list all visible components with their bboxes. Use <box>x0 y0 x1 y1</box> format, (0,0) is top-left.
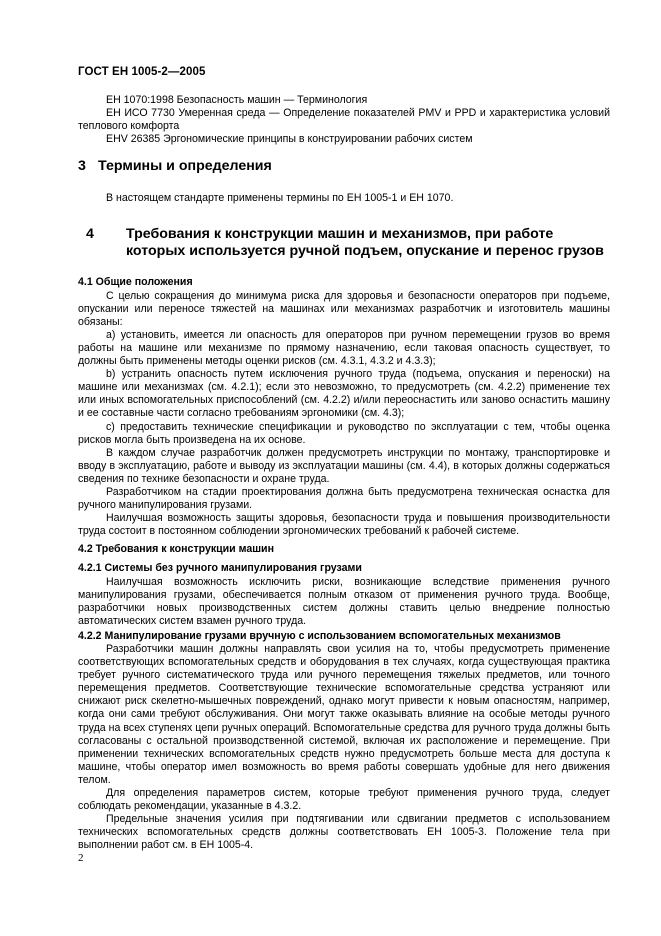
list-item-c: c) предоставить технические спецификации и руководство по эксплуатации с тем, чтобы оценка рисков могла быть произведена на их основе. <box>78 420 610 446</box>
paragraph: Разработчики машин должны направлять свои усилия на то, чтобы предусмотреть применение соответствующих вспомогательных средств и оборудования в тех случаях, когда существующая практика требует ручного систематического труда или ручного перемещения тяжелых предметов, или точного перемещения предметов. Соответствующие технические вспомогательные средства устраняют или снижают риск скелетно-мышечных повреждений, однако могут привести к новым опасностям, например, когда они сами требуют обслуживания. Они могут также оказывать влияние на особые методы ручного труда на всех ступенях цепи ручных операций. Вспомогательные средства для ручного труда должны быть согласованы с остальной производственной системой, включая их расположение и перемещение. При применении технических вспомогательных средств нужно предусмотреть больше места для доступа к машине, чтобы оператор имел возможность во время работы совершать удобные для него движения телом. <box>78 643 610 786</box>
subsection-4-1-heading: 4.1 Общие положения <box>78 276 193 289</box>
section-number: 3 <box>78 158 86 175</box>
section-number: 4 <box>86 226 94 243</box>
paragraph: Наилучшая возможность защиты здоровья, безопасности труда и повышения производительности труда состоит в постоянном соблюдении эргономических требований к рабочей системе. <box>78 512 610 538</box>
list-item-b: b) устранить опасность путем исключения ручного труда (подъема, опускания и переноски) на машине или механизмах (см. 4.2.1); если это невозможно, то предусмотреть (см. 4.2.2) применение тех или иных вспомогательных приспособлений (см. 4.2.2) и/или переоснастить или заново оснастить машину и ее составные части согласно требованиям эргономики (см. 4.3); <box>78 368 610 420</box>
paragraph: Разработчиком на стадии проектирования должна быть предусмотрена техническая оснастка для ручного манипулирования грузами. <box>78 485 610 512</box>
section-3-text: В настоящем стандарте применены термины по ЕН 1005-1 и ЕН 1070. <box>106 192 454 205</box>
paragraph: Предельные значения усилия при подтягивании или сдвигании предметов с использованием технических вспомогательных средств должны соответствовать ЕН 1005-3. Положение тела при выполнении работ см. в ЕН 1005-4. <box>78 813 610 852</box>
subsection-4-2-2-heading: 4.2.2 Манипулирование грузами вручную с использованием вспомогательных механизмов <box>78 629 561 642</box>
reference-item: ЕН ИСО 7730 Умеренная среда — Определение показателей PMV и PPD и характеристика условий теплового комфорта <box>78 107 610 133</box>
section-title: Термины и определения <box>98 158 272 175</box>
paragraph: Для определения параметров систем, которые требуют применения ручного труда, следует соблюдать рекомендации, указанные в 4.3.2. <box>78 787 610 813</box>
paragraph: С целью сокращения до минимума риска для здоровья и безопасности операторов при подъеме, опускании или переносе тяжестей на машинах или механизмах разработчик и изготовитель машины обязаны: <box>78 289 610 328</box>
section-title: Требования к конструкции машин и механизмов, при работе которых используется ручной подъем, опускание и перенос грузов <box>126 226 604 260</box>
subsection-4-2-heading: 4.2 Требования к конструкции машин <box>78 543 274 556</box>
section-3-heading <box>78 158 610 175</box>
page-number: 2 <box>78 852 84 864</box>
page-body <box>78 94 610 853</box>
document-header: ГОСТ ЕН 1005-2—2005 <box>78 66 206 78</box>
list-item-a: a) установить, имеется ли опасность для операторов при ручном перемещении грузов во время работы на машине или механизме по прямому назначению, если таковая опасность существует, то должны быть применены методы оценки рисков (см. 4.3.1, 4.3.2 и 4.3.3); <box>78 328 610 368</box>
reference-item: ЕН 1070:1998 Безопасность машин — Терминология <box>106 94 368 106</box>
paragraph: В каждом случае разработчик должен предусмотреть инструкции по монтажу, транспортировке и вводу в эксплуатацию, работе и выводу из эксплуатации машины (см. 4.4), в которых должны содержаться сведения по технике безопасности и охране труда. <box>78 446 610 485</box>
subsection-4-2-1-heading: 4.2.1 Системы без ручного манипулирования грузами <box>78 562 362 575</box>
reference-item: ЕНV 26385 Эргономические принципы в конструировании рабочих систем <box>106 133 473 146</box>
section-4-heading <box>78 226 610 260</box>
paragraph: Наилучшая возможность исключить риски, возникающие вследствие применения ручного манипулирования грузами, обеспечивается полным отказом от применения ручного труда. Вообще, разработчики новых производственных систем должны ставить целью внедрение полностью автоматических систем взамен ручного труда. <box>78 575 610 627</box>
